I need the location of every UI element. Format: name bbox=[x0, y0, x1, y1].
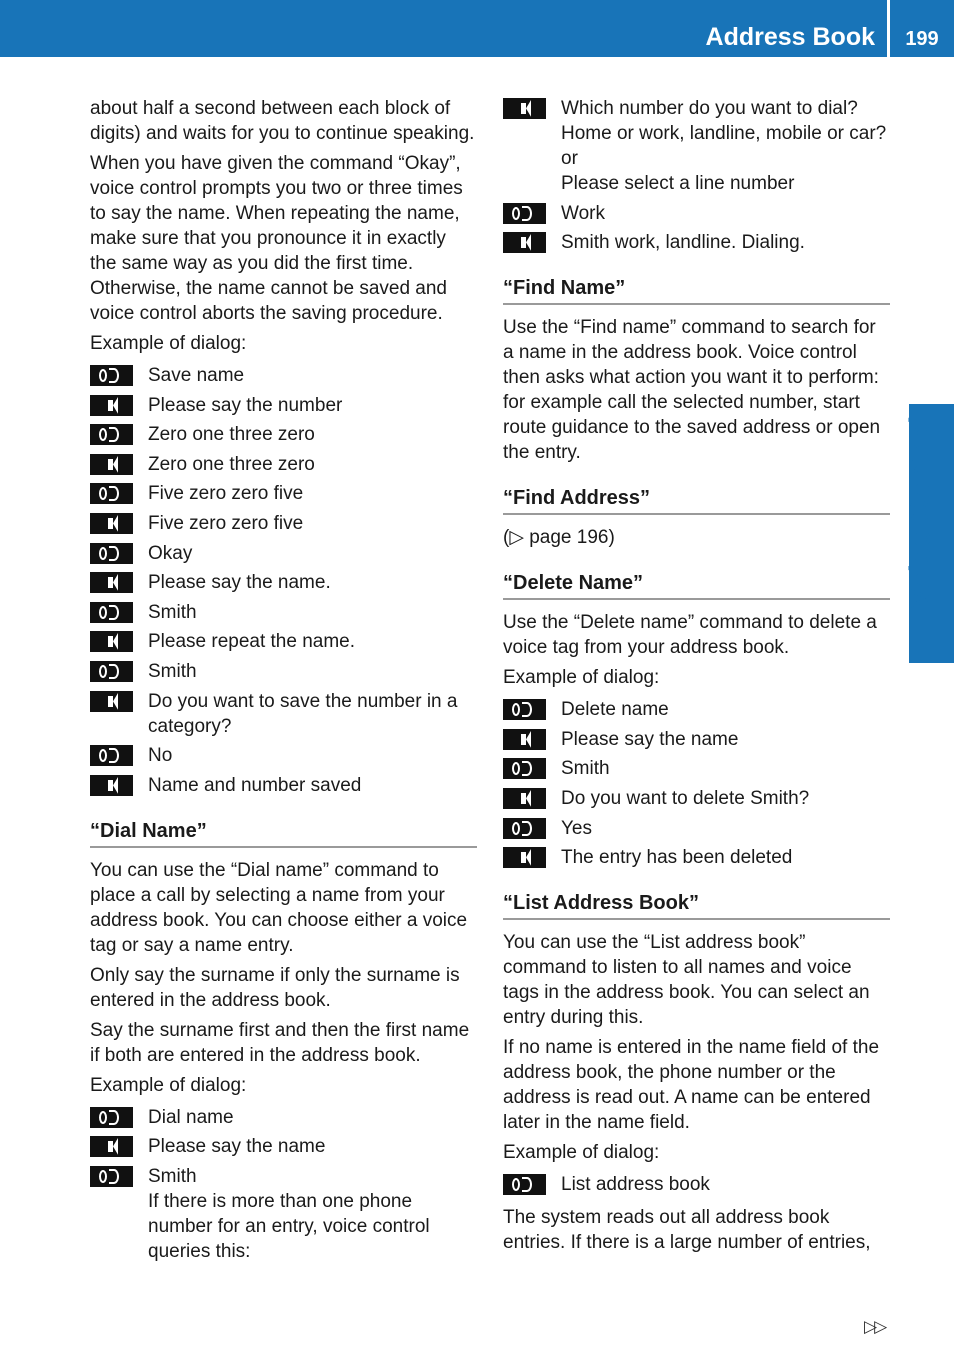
system-icon bbox=[90, 513, 133, 534]
speaker-icon bbox=[90, 602, 133, 623]
dialog-utterance: Smith bbox=[148, 660, 197, 682]
dialog-line bbox=[90, 659, 477, 684]
paragraph: You can use the “List address book” command to listen to all names and voice tags in the address book. You can select an entry during this. bbox=[503, 932, 870, 1029]
section-heading-find-address: “Find Address” bbox=[503, 486, 890, 515]
system-icon bbox=[503, 788, 546, 809]
dialog-line bbox=[90, 773, 477, 798]
dialog-line-text bbox=[133, 1164, 477, 1264]
dialog-utterance: Please say the name bbox=[148, 1136, 326, 1158]
paragraph: Example of dialog: bbox=[503, 1142, 660, 1164]
system-icon bbox=[503, 847, 546, 868]
dialog-utterance: Please say the name bbox=[561, 728, 739, 750]
dialog-line-text bbox=[133, 481, 477, 506]
dialog-utterance: Smith bbox=[561, 758, 610, 780]
dialog-utterance: Which number do you want to dial? Home or work, landline, mobile or car? bbox=[561, 98, 887, 144]
speaker-icon bbox=[90, 424, 133, 445]
system-icon bbox=[503, 729, 546, 750]
dialog-line-text bbox=[133, 629, 477, 654]
dialog-line-text bbox=[133, 511, 477, 536]
continue-marker: ▷▷ bbox=[864, 1317, 885, 1336]
dialog-line bbox=[90, 452, 477, 477]
dialog-line bbox=[90, 570, 477, 595]
system-icon bbox=[90, 572, 133, 593]
speaker-icon bbox=[90, 543, 133, 564]
dialog-line bbox=[90, 393, 477, 418]
dialog-line bbox=[90, 1105, 477, 1130]
dialog-line-text bbox=[546, 697, 890, 722]
dialog-line bbox=[503, 845, 890, 870]
system-icon bbox=[90, 1136, 133, 1157]
page-reference: (▷ page 196) bbox=[503, 527, 615, 549]
dialog-utterance: Name and number saved bbox=[148, 774, 362, 796]
dialog-line-text bbox=[546, 816, 890, 841]
dialog-line bbox=[503, 727, 890, 752]
system-icon bbox=[90, 454, 133, 475]
dialog-line-text bbox=[133, 600, 477, 625]
dialog-line-text bbox=[546, 786, 890, 811]
speaker-icon bbox=[90, 661, 133, 682]
dialog-utterance: Save name bbox=[148, 365, 245, 386]
dialog-line bbox=[90, 629, 477, 654]
paragraph: Only say the surname if only the surname is entered in the address book. bbox=[90, 964, 460, 1011]
paragraph: Example of dialog: bbox=[90, 333, 247, 354]
dialog-line bbox=[90, 363, 477, 388]
dialog-line bbox=[503, 756, 890, 781]
dialog-line-text bbox=[546, 727, 890, 752]
dialog-line-text bbox=[133, 689, 477, 739]
dialog-line-text bbox=[546, 201, 890, 226]
dialog-line-text bbox=[133, 743, 477, 768]
paragraph: Use the “Find name” command to search for a name in the address book. Voice control then asks what action you want it to perform: for example call the selected number, start route guidance to the saved address or open the entry. bbox=[503, 317, 881, 464]
dialog-utterance: Please say the name. bbox=[148, 572, 331, 594]
dialog-example-list bbox=[503, 1172, 890, 1197]
section-title: Address Book bbox=[705, 23, 875, 51]
paragraph: The system reads out all address book entries. If there is a large number of entries, bbox=[503, 1207, 871, 1254]
dialog-utterance: Zero one three zero bbox=[148, 424, 315, 446]
dialog-utterance: Please repeat the name. bbox=[148, 631, 356, 653]
dialog-line-text bbox=[546, 230, 890, 255]
dialog-line-text bbox=[546, 756, 890, 781]
dialog-or: or bbox=[561, 148, 578, 169]
dialog-line-text bbox=[133, 541, 477, 566]
dialog-line-text bbox=[133, 1134, 477, 1159]
dialog-utterance: Smith bbox=[148, 1165, 197, 1187]
dialog-example-delete bbox=[503, 697, 890, 870]
dialog-utterance: Please say the number bbox=[148, 394, 343, 416]
dialog-line bbox=[90, 743, 477, 768]
speaker-icon bbox=[503, 758, 546, 779]
dialog-utterance: Do you want to save the number in a category? bbox=[148, 690, 458, 737]
paragraph: You can use the “Dial name” command to place a call by selecting a name from your address book. You can choose either a voice tag or say a name entry. bbox=[90, 859, 468, 956]
dialog-line-text bbox=[133, 570, 477, 595]
paragraph: Example of dialog: bbox=[90, 1074, 247, 1096]
dialog-utterance: Five zero zero five bbox=[148, 483, 304, 505]
speaker-icon bbox=[90, 1166, 133, 1187]
system-icon bbox=[503, 232, 546, 253]
paragraph: If no name is entered in the name field of the address book, the phone number or the address is read out. A name can be entered later in the name field. bbox=[503, 1037, 880, 1134]
dialog-line bbox=[503, 697, 890, 722]
dialog-utterance: Okay bbox=[148, 542, 193, 564]
dialog-note: If there is more than one phone number for an entry, voice control queries this: bbox=[148, 1190, 430, 1262]
dialog-note: Please select a line number bbox=[561, 173, 795, 194]
dialog-line-text bbox=[546, 96, 890, 196]
dialog-line-text bbox=[133, 659, 477, 684]
dialog-line bbox=[503, 786, 890, 811]
dialog-line bbox=[503, 1172, 890, 1197]
dialog-line-text bbox=[133, 773, 477, 798]
dialog-utterance: The entry has been deleted bbox=[561, 847, 793, 869]
dialog-utterance: List address book bbox=[561, 1174, 710, 1196]
section-heading-delete-name: “Delete Name” bbox=[503, 571, 890, 600]
system-icon bbox=[90, 775, 133, 796]
dialog-line bbox=[90, 481, 477, 506]
dialog-line-text bbox=[133, 363, 477, 388]
dialog-utterance: Smith work, landline. Dialing. bbox=[561, 232, 805, 254]
speaker-icon bbox=[90, 483, 133, 504]
dialog-line bbox=[503, 201, 890, 226]
dialog-line bbox=[503, 96, 890, 196]
dialog-utterance: Yes bbox=[561, 817, 592, 839]
dialog-utterance: Do you want to delete Smith? bbox=[561, 787, 810, 809]
section-heading-dial-name: “Dial Name” bbox=[90, 819, 477, 848]
dialog-line bbox=[90, 511, 477, 536]
system-icon bbox=[90, 691, 133, 712]
speaker-icon bbox=[503, 818, 546, 839]
dialog-line bbox=[90, 600, 477, 625]
paragraph: Example of dialog: bbox=[503, 667, 660, 689]
dialog-utterance: No bbox=[148, 745, 173, 767]
system-icon bbox=[90, 631, 133, 652]
speaker-icon bbox=[90, 745, 133, 766]
dialog-line-text bbox=[133, 393, 477, 418]
side-tab-label: Voice Control bbox=[904, 415, 937, 609]
dialog-line bbox=[503, 816, 890, 841]
section-heading-list-address-book: “List Address Book” bbox=[503, 891, 890, 920]
dialog-example-save bbox=[90, 363, 477, 798]
dialog-utterance: Smith bbox=[148, 601, 197, 623]
dialog-line bbox=[90, 689, 477, 739]
dialog-line bbox=[503, 230, 890, 255]
dialog-example-dial bbox=[90, 1105, 477, 1264]
dialog-line-text bbox=[133, 422, 477, 447]
paragraph: Say the surname first and then the first name if both are entered in the address book. bbox=[90, 1019, 470, 1066]
dialog-utterance: Five zero zero five bbox=[148, 512, 304, 534]
section-heading-find-name: “Find Name” bbox=[503, 276, 890, 305]
paragraph: about half a second between each block of digits) and waits for you to continue speaking. bbox=[90, 98, 475, 144]
dialog-line bbox=[90, 1164, 477, 1264]
dialog-line bbox=[90, 422, 477, 447]
paragraph: Use the “Delete name” command to delete a voice tag from your address book. bbox=[503, 612, 877, 659]
system-icon bbox=[90, 395, 133, 416]
dialog-utterance: Delete name bbox=[561, 699, 669, 721]
speaker-icon bbox=[503, 699, 546, 720]
page-number: 199 bbox=[905, 28, 939, 50]
dialog-line bbox=[90, 541, 477, 566]
dialog-example-dial-continued bbox=[503, 96, 890, 255]
page-header bbox=[0, 0, 954, 57]
dialog-line bbox=[90, 1134, 477, 1159]
dialog-line-text bbox=[133, 1105, 477, 1130]
speaker-icon bbox=[90, 365, 133, 386]
dialog-line-text bbox=[546, 1172, 890, 1197]
paragraph: When you have given the command “Okay”, voice control prompts you two or three times to say the name. When repeating the name, make sure that you pronounce it in exactly the same way as you did the first time. Otherwise, the name cannot be saved and voice control aborts the saving procedure. bbox=[90, 153, 463, 324]
speaker-icon bbox=[503, 203, 546, 224]
speaker-icon bbox=[503, 1174, 546, 1195]
left-column bbox=[90, 96, 477, 1272]
dialog-utterance: Zero one three zero bbox=[148, 453, 315, 475]
speaker-icon bbox=[90, 1107, 133, 1128]
dialog-line-text bbox=[546, 845, 890, 870]
dialog-utterance: Dial name bbox=[148, 1106, 234, 1128]
dialog-line-text bbox=[133, 452, 477, 477]
right-column bbox=[503, 96, 890, 1260]
system-icon bbox=[503, 98, 546, 119]
dialog-utterance: Work bbox=[561, 202, 605, 224]
